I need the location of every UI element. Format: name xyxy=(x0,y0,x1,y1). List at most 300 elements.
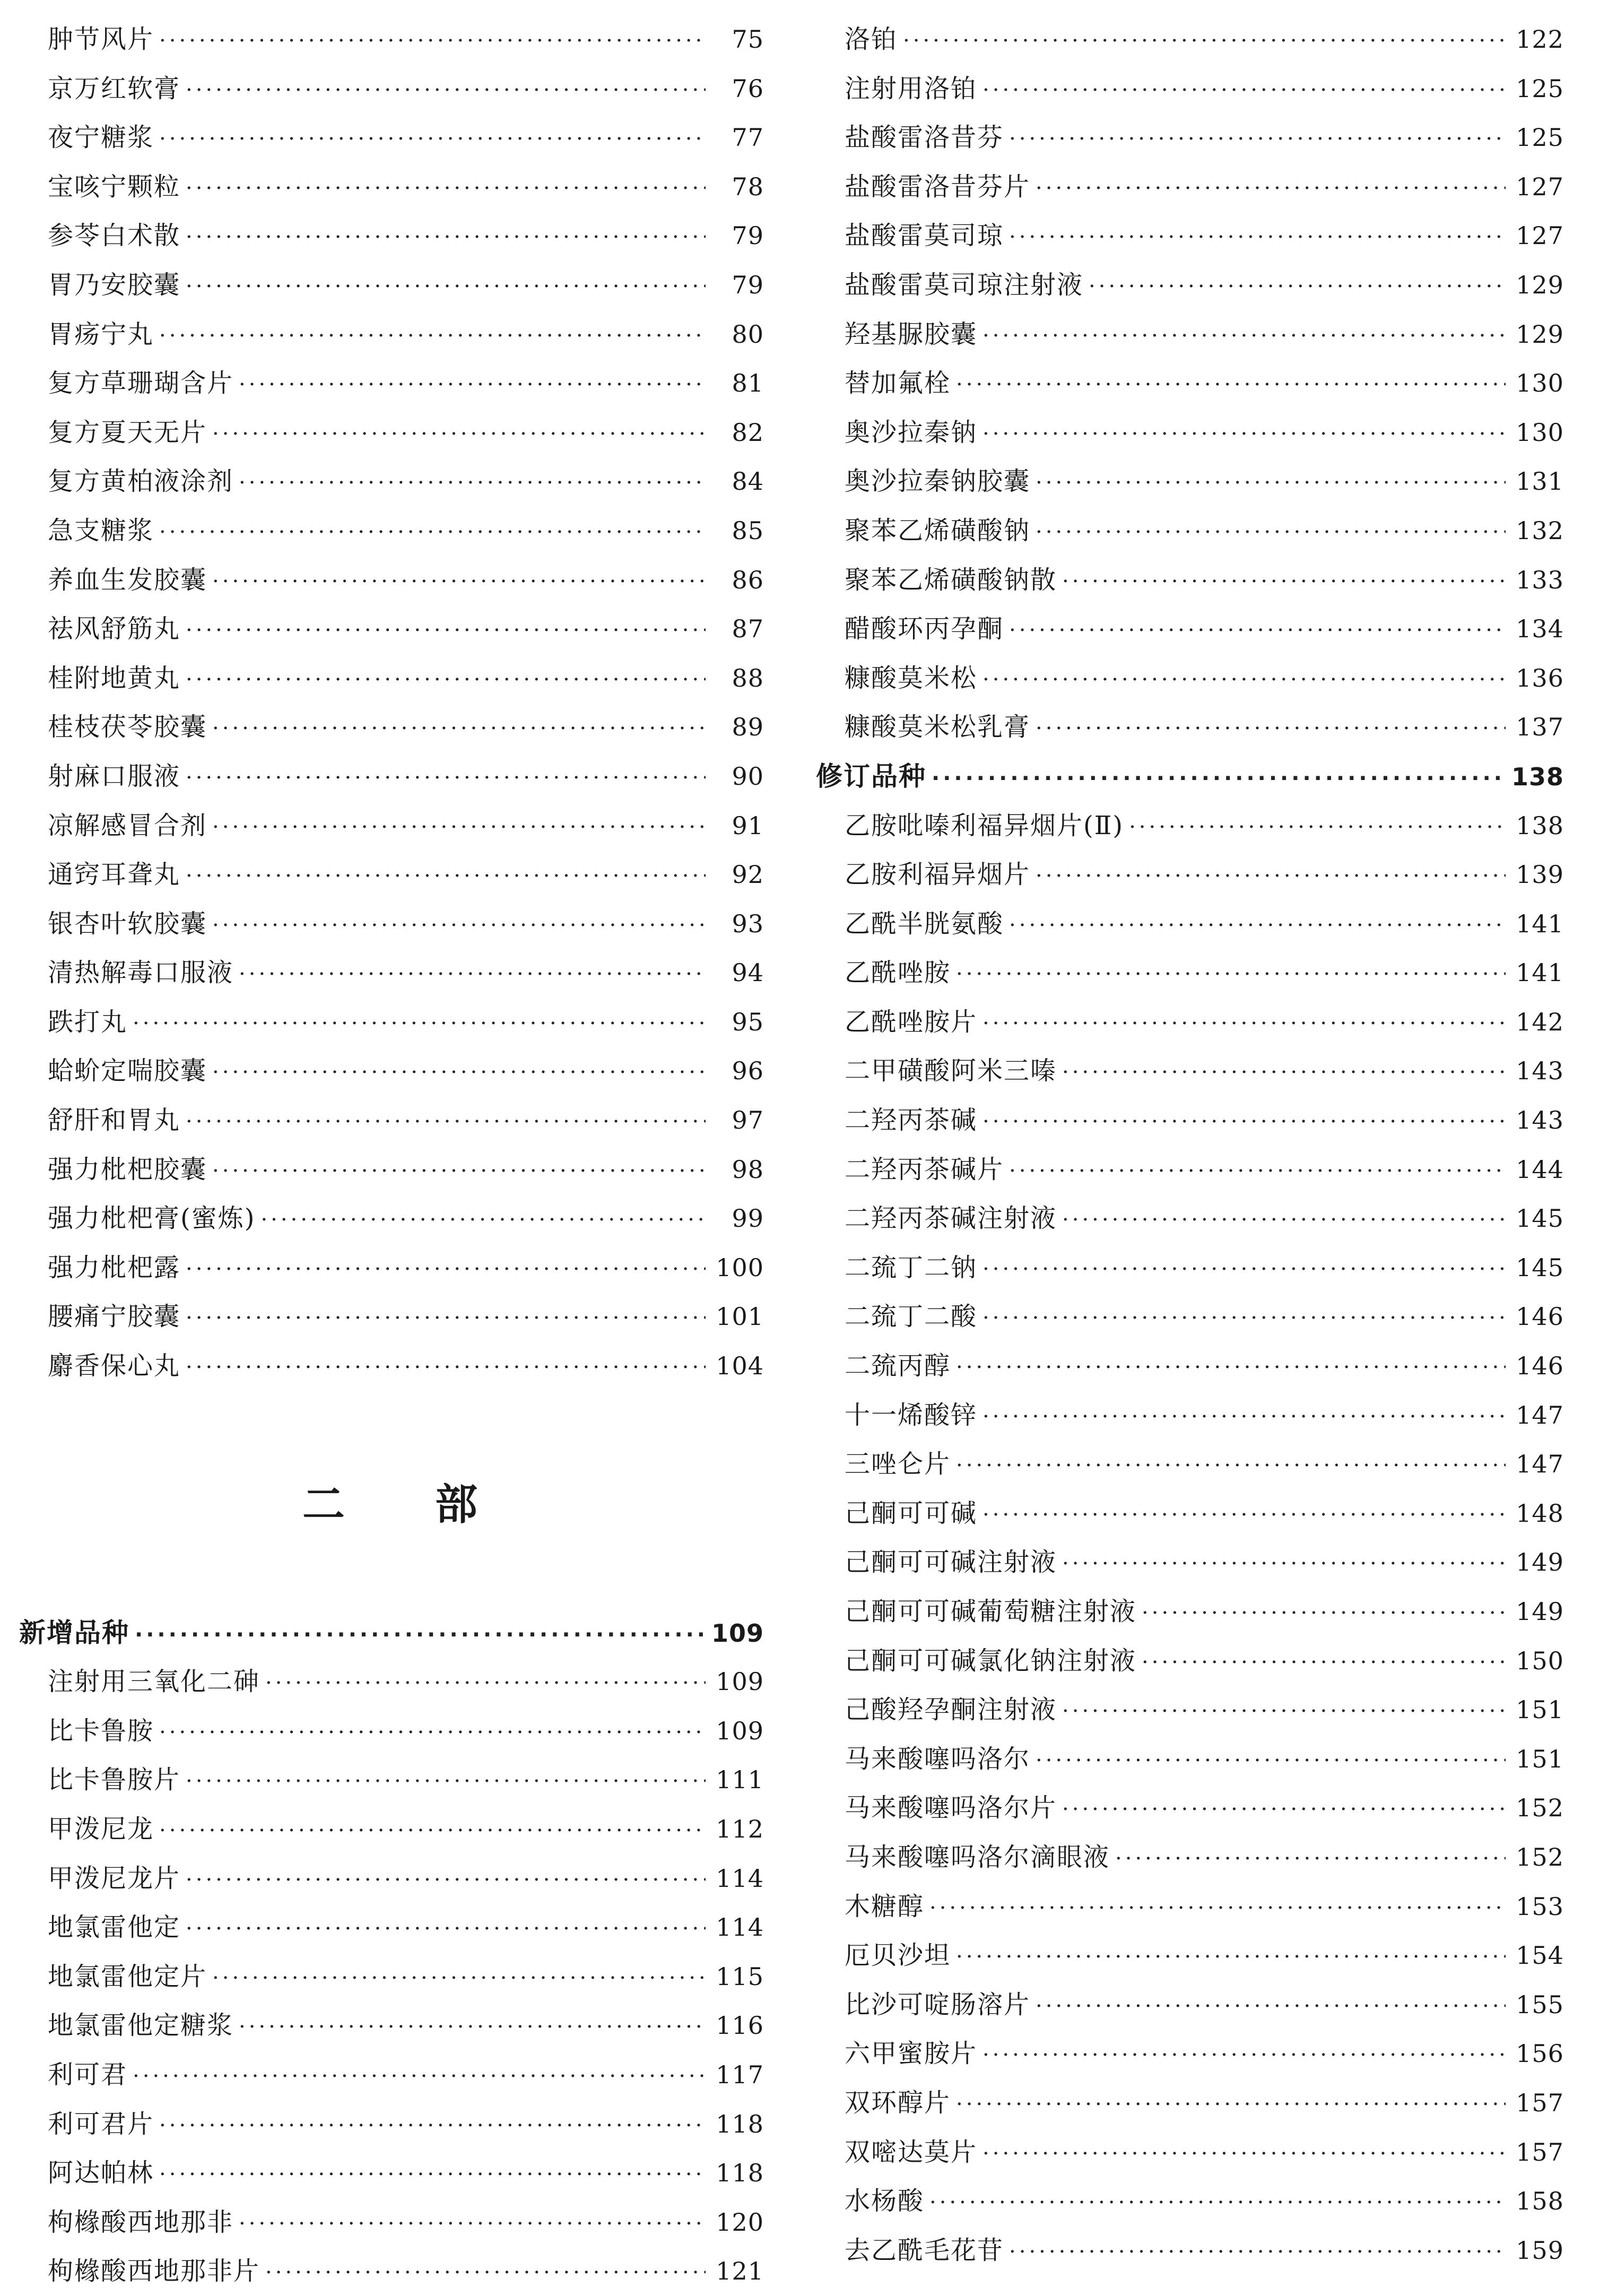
toc-entry[interactable] xyxy=(48,64,764,114)
toc-entry-name: 己酸羟孕酮注射液 xyxy=(845,1695,1057,1725)
part-title-char: 部 xyxy=(435,1479,477,1529)
section-heading-new-items[interactable] xyxy=(19,1608,764,1658)
toc-entry[interactable] xyxy=(816,408,1564,457)
toc-entry-name: 己酮可可碱 xyxy=(845,1498,978,1528)
page-number: 157 xyxy=(1516,2137,1564,2167)
dot-leader xyxy=(1009,606,1506,654)
toc-entry-name: 双环醇片 xyxy=(845,2087,951,2118)
toc-entry-name: 奥沙拉秦钠 xyxy=(845,417,978,447)
dot-leader xyxy=(159,311,706,359)
toc-entry[interactable] xyxy=(48,457,764,506)
dot-leader xyxy=(982,1491,1506,1538)
toc-entry[interactable] xyxy=(816,654,1564,703)
toc-entry-name: 聚苯乙烯磺酸钠 xyxy=(845,515,1031,545)
toc-entry-name: 洛铂 xyxy=(845,24,898,54)
toc-entry[interactable] xyxy=(48,2148,764,2198)
toc-entry-name: 强力枇杷露 xyxy=(48,1252,181,1283)
page-number: 88 xyxy=(732,663,764,692)
toc-entry[interactable] xyxy=(816,948,1564,998)
page-number: 125 xyxy=(1516,74,1564,103)
page-number: 81 xyxy=(732,369,764,398)
toc-entry[interactable] xyxy=(48,899,764,949)
dot-leader xyxy=(982,999,1506,1047)
page-number: 149 xyxy=(1516,1548,1564,1577)
dot-leader xyxy=(1036,1736,1506,1784)
toc-entry-name: 醋酸环丙孕酮 xyxy=(845,614,1004,644)
toc-entry[interactable] xyxy=(816,1538,1564,1587)
dot-leader xyxy=(982,66,1506,114)
page-number: 114 xyxy=(716,1864,764,1893)
toc-entry[interactable] xyxy=(816,162,1564,212)
page-number: 151 xyxy=(1516,1744,1564,1773)
toc-entry[interactable] xyxy=(48,703,764,752)
dot-leader xyxy=(212,1147,706,1194)
dot-leader xyxy=(1062,1048,1506,1096)
dot-leader xyxy=(982,2031,1506,2078)
toc-entry-name: 盐酸雷莫司琼注射液 xyxy=(845,270,1084,300)
toc-entry-name: 复方夏天无片 xyxy=(48,417,207,447)
toc-entry[interactable] xyxy=(48,1903,764,1952)
toc-entry-name: 桂附地黄丸 xyxy=(48,663,181,693)
dot-leader xyxy=(1062,1687,1506,1735)
toc-entry-name: 凉解感冒合剂 xyxy=(48,810,207,841)
toc-entry[interactable] xyxy=(48,1706,764,1756)
toc-entry-name: 阿达帕林 xyxy=(48,2158,154,2188)
page-number: 146 xyxy=(1516,1302,1564,1331)
toc-entry-name: 通窍耳聋丸 xyxy=(48,860,181,890)
page-number: 137 xyxy=(1516,713,1564,742)
dot-leader xyxy=(159,1708,706,1756)
toc-entry-name: 己酮可可碱注射液 xyxy=(845,1547,1057,1578)
page-number: 129 xyxy=(1516,270,1564,299)
page-number: 101 xyxy=(716,1302,764,1331)
toc-entry-name: 盐酸雷洛昔芬片 xyxy=(845,171,1031,202)
page-number: 152 xyxy=(1516,1842,1564,1872)
dot-leader xyxy=(1036,852,1506,899)
toc-entry[interactable] xyxy=(816,359,1564,408)
dot-leader xyxy=(159,1806,706,1854)
page-number: 130 xyxy=(1516,418,1564,447)
toc-entry[interactable] xyxy=(816,801,1564,851)
toc-entry[interactable] xyxy=(816,1685,1564,1735)
page-number: 133 xyxy=(1516,565,1564,594)
toc-entry[interactable] xyxy=(816,899,1564,949)
dot-leader xyxy=(186,1343,706,1391)
page-number: 112 xyxy=(716,1815,764,1843)
dot-leader xyxy=(956,1441,1506,1489)
dot-leader xyxy=(212,557,706,605)
dot-leader xyxy=(212,704,706,752)
toc-entry[interactable] xyxy=(48,2050,764,2100)
page-number: 147 xyxy=(1516,1400,1564,1429)
toc-entry[interactable] xyxy=(48,2001,764,2050)
page-number: 157 xyxy=(1516,2088,1564,2117)
part-title-char: 二 xyxy=(302,1479,345,1529)
toc-entry[interactable] xyxy=(48,1341,764,1391)
dot-leader xyxy=(956,360,1506,408)
page-number: 76 xyxy=(732,74,764,103)
page-number: 145 xyxy=(1516,1204,1564,1233)
toc-entry-name: 胃乃安胶囊 xyxy=(48,270,181,300)
page-number: 109 xyxy=(716,1667,764,1696)
toc-entry-name: 宝咳宁颗粒 xyxy=(48,171,181,202)
dot-leader xyxy=(903,16,1506,64)
dot-leader xyxy=(1062,557,1506,605)
toc-entry[interactable] xyxy=(816,1194,1564,1243)
dot-leader xyxy=(135,1610,706,1658)
toc-entry[interactable] xyxy=(48,113,764,162)
toc-entry[interactable] xyxy=(816,1833,1564,1882)
toc-list-revised-items xyxy=(816,801,1564,2275)
toc-entry[interactable] xyxy=(48,1145,764,1194)
toc-entry-name: 养血生发胶囊 xyxy=(48,565,207,595)
toc-entry-name: 十一烯酸锌 xyxy=(845,1400,978,1430)
page-number: 141 xyxy=(1516,958,1564,987)
toc-entry[interactable] xyxy=(48,506,764,556)
page-number: 96 xyxy=(732,1056,764,1086)
toc-entry-name: 二羟丙茶碱 xyxy=(845,1105,978,1136)
toc-entry[interactable] xyxy=(816,1882,1564,1931)
toc-entry[interactable] xyxy=(48,1854,764,1903)
dot-leader xyxy=(186,262,706,310)
toc-entry-name: 跌打丸 xyxy=(48,1007,128,1037)
toc-entry[interactable] xyxy=(48,998,764,1047)
toc-entry-name: 注射用三氧化二砷 xyxy=(48,1667,260,1697)
toc-entry-name: 聚苯乙烯磺酸钠散 xyxy=(845,565,1057,595)
toc-entry[interactable] xyxy=(816,1341,1564,1391)
dot-leader xyxy=(186,753,706,801)
dot-leader xyxy=(212,901,706,949)
toc-entry[interactable] xyxy=(48,15,764,64)
toc-entry[interactable] xyxy=(48,2198,764,2247)
dot-leader xyxy=(159,2101,706,2149)
toc-right-column xyxy=(816,15,1564,2275)
toc-entry[interactable] xyxy=(816,2177,1564,2226)
page-number: 117 xyxy=(716,2060,764,2089)
toc-entry[interactable] xyxy=(48,752,764,801)
toc-entry[interactable] xyxy=(816,703,1564,752)
toc-entry-name: 乙酰唑胺 xyxy=(845,958,951,988)
toc-entry[interactable] xyxy=(816,604,1564,654)
toc-entry-name: 甲泼尼龙 xyxy=(48,1814,154,1844)
toc-entry[interactable] xyxy=(48,1096,764,1145)
toc-entry-name: 强力枇杷膏(蜜炼) xyxy=(48,1203,256,1234)
toc-entry-name: 糠酸莫米松 xyxy=(845,663,978,693)
toc-entry-name: 水杨酸 xyxy=(845,2186,925,2216)
toc-entry[interactable] xyxy=(816,556,1564,605)
toc-entry[interactable] xyxy=(816,1391,1564,1440)
dot-leader xyxy=(982,410,1506,457)
toc-entry[interactable] xyxy=(816,1145,1564,1194)
toc-entry-name: 六甲蜜胺片 xyxy=(845,2039,978,2069)
page-number: 115 xyxy=(716,1962,764,1991)
page-number: 132 xyxy=(1516,516,1564,545)
toc-entry[interactable] xyxy=(816,113,1564,162)
toc-entry-name: 参苓白术散 xyxy=(48,221,181,251)
dot-leader xyxy=(1036,1982,1506,2030)
page-number: 141 xyxy=(1516,909,1564,938)
page-number: 91 xyxy=(732,811,764,840)
toc-entry[interactable] xyxy=(48,1952,764,2002)
page-number: 75 xyxy=(732,25,764,54)
toc-entry[interactable] xyxy=(48,2247,764,2296)
toc-entry[interactable] xyxy=(816,1243,1564,1293)
toc-entry[interactable] xyxy=(816,2078,1564,2128)
dot-leader xyxy=(186,66,706,114)
toc-list-new-items xyxy=(48,1657,764,2296)
toc-entry[interactable] xyxy=(816,1931,1564,1980)
part-title xyxy=(48,1391,764,1608)
toc-entry[interactable] xyxy=(816,1292,1564,1341)
toc-entry-name: 夜宁糖浆 xyxy=(48,123,154,153)
dot-leader xyxy=(982,1097,1506,1145)
section-heading-revised-items[interactable] xyxy=(816,752,1564,801)
dot-leader xyxy=(1115,1834,1506,1882)
dot-leader xyxy=(159,508,706,556)
toc-entry-name: 乙胺吡嗪利福异烟片(Ⅱ) xyxy=(845,810,1124,841)
dot-leader xyxy=(186,1294,706,1341)
toc-entry-name: 马来酸噻吗洛尔片 xyxy=(845,1793,1057,1823)
dot-leader xyxy=(982,1294,1506,1341)
toc-entry[interactable] xyxy=(48,1194,764,1243)
dot-leader xyxy=(1009,901,1506,949)
toc-entry[interactable] xyxy=(816,1735,1564,1784)
page-number: 90 xyxy=(732,761,764,791)
page-number: 129 xyxy=(1516,319,1564,349)
toc-entry[interactable] xyxy=(816,1783,1564,1833)
page-number: 155 xyxy=(1516,1990,1564,2019)
page-number: 127 xyxy=(1516,172,1564,201)
toc-entry-name: 盐酸雷洛昔芬 xyxy=(845,123,1004,153)
toc-entry-name: 肿节风片 xyxy=(48,24,154,54)
toc-entry-name: 复方黄柏液涂剂 xyxy=(48,466,234,497)
page-number: 150 xyxy=(1516,1646,1564,1675)
toc-entry-name: 己酮可可碱葡萄糖注射液 xyxy=(845,1597,1137,1626)
toc-entry-name: 地氯雷他定 xyxy=(48,1912,181,1943)
toc-entry[interactable] xyxy=(48,801,764,851)
page-number: 100 xyxy=(716,1253,764,1282)
page-number: 148 xyxy=(1516,1498,1564,1528)
toc-entry[interactable] xyxy=(48,162,764,212)
page-number: 118 xyxy=(716,2159,764,2188)
toc-entry-name: 三唑仑片 xyxy=(845,1449,951,1479)
toc-entry[interactable] xyxy=(816,211,1564,261)
page-number: 151 xyxy=(1516,1695,1564,1725)
dot-leader xyxy=(186,1904,706,1952)
dot-leader xyxy=(956,950,1506,998)
dot-leader xyxy=(212,803,706,851)
toc-entry-name: 二甲磺酸阿米三嗪 xyxy=(845,1056,1057,1086)
page-number: 78 xyxy=(732,172,764,201)
page-number: 143 xyxy=(1516,1106,1564,1135)
toc-entry[interactable] xyxy=(816,506,1564,556)
page-number: 114 xyxy=(716,1913,764,1942)
dot-leader xyxy=(186,1245,706,1293)
toc-entry-name: 胃疡宁丸 xyxy=(48,319,154,349)
toc-entry-name: 舒肝和胃丸 xyxy=(48,1105,181,1136)
toc-entry-name: 射麻口服液 xyxy=(48,761,181,791)
toc-entry[interactable] xyxy=(816,15,1564,64)
toc-entry[interactable] xyxy=(48,948,764,998)
dot-leader xyxy=(239,2199,706,2247)
toc-entry-name: 地氯雷他定片 xyxy=(48,1961,207,1991)
dot-leader xyxy=(212,410,706,457)
page-number: 120 xyxy=(716,2207,764,2237)
dot-leader xyxy=(265,2248,706,2296)
page-number: 111 xyxy=(716,1765,764,1795)
dot-leader xyxy=(1089,262,1506,310)
page-number: 152 xyxy=(1516,1794,1564,1823)
page-number: 145 xyxy=(1516,1253,1564,1282)
toc-entry-name: 注射用洛铂 xyxy=(845,73,978,103)
toc-entry-name: 急支糖浆 xyxy=(48,515,154,545)
toc-entry[interactable] xyxy=(48,1243,764,1293)
dot-leader xyxy=(186,655,706,703)
toc-entry-name: 比沙可啶肠溶片 xyxy=(845,1989,1031,2020)
dot-leader xyxy=(982,311,1506,359)
page-number: 159 xyxy=(1516,2236,1564,2265)
toc-entry[interactable] xyxy=(48,1755,764,1805)
toc-entry[interactable] xyxy=(816,310,1564,359)
dot-leader xyxy=(1062,1539,1506,1587)
page-number: 98 xyxy=(732,1155,764,1184)
toc-entry-name: 利可君片 xyxy=(48,2109,154,2139)
toc-entry[interactable] xyxy=(48,211,764,261)
dot-leader xyxy=(956,1933,1506,1980)
toc-entry[interactable] xyxy=(816,1046,1564,1096)
toc-entry[interactable] xyxy=(816,850,1564,899)
toc-entry-name: 马来酸噻吗洛尔 xyxy=(845,1744,1031,1774)
toc-entry[interactable] xyxy=(816,1096,1564,1145)
toc-entry-name: 马来酸噻吗洛尔滴眼液 xyxy=(845,1842,1110,1872)
toc-entry-name: 枸橼酸西地那非 xyxy=(48,2207,234,2237)
dot-leader xyxy=(982,1245,1506,1293)
dot-leader xyxy=(982,1392,1506,1440)
page-number: 79 xyxy=(732,270,764,299)
toc-entry[interactable] xyxy=(48,556,764,605)
toc-entry[interactable] xyxy=(48,310,764,359)
page-number: 77 xyxy=(732,123,764,152)
dot-leader xyxy=(1009,2228,1506,2275)
toc-entry-name: 利可君 xyxy=(48,2059,128,2090)
toc-entry[interactable] xyxy=(48,1046,764,1096)
toc-entry[interactable] xyxy=(48,359,764,408)
dot-leader xyxy=(159,2150,706,2198)
toc-entry-name: 去乙酰毛花苷 xyxy=(845,2235,1004,2265)
toc-entry[interactable] xyxy=(48,1292,764,1341)
toc-entry[interactable] xyxy=(816,457,1564,506)
toc-entry-name: 比卡鲁胺片 xyxy=(48,1765,181,1795)
page-number: 116 xyxy=(716,2011,764,2040)
page-number: 97 xyxy=(732,1106,764,1135)
toc-entry[interactable] xyxy=(816,1980,1564,2030)
page-number: 89 xyxy=(732,713,764,742)
page-number: 94 xyxy=(732,958,764,987)
toc-entry[interactable] xyxy=(816,261,1564,310)
page-number: 131 xyxy=(1516,467,1564,496)
dot-leader xyxy=(212,1954,706,2002)
toc-entry[interactable] xyxy=(816,2029,1564,2078)
page-number: 130 xyxy=(1516,369,1564,398)
toc-entry[interactable] xyxy=(816,64,1564,114)
dot-leader xyxy=(1036,508,1506,556)
toc-entry-name: 双嘧达莫片 xyxy=(845,2137,978,2167)
toc-entry[interactable] xyxy=(48,654,764,703)
toc-entry[interactable] xyxy=(816,1587,1564,1636)
toc-entry[interactable] xyxy=(48,2100,764,2149)
dot-leader xyxy=(1062,1785,1506,1833)
page-number: 142 xyxy=(1516,1007,1564,1036)
toc-entry[interactable] xyxy=(48,604,764,654)
dot-leader xyxy=(159,115,706,162)
toc-entry[interactable] xyxy=(816,1440,1564,1489)
toc-entry-name: 银杏叶软胶囊 xyxy=(48,908,207,939)
page-number: 80 xyxy=(732,319,764,349)
page-number: 146 xyxy=(1516,1351,1564,1381)
toc-entry[interactable] xyxy=(816,2226,1564,2275)
toc-entry[interactable] xyxy=(48,261,764,310)
page-number: 95 xyxy=(732,1007,764,1036)
page-number: 156 xyxy=(1516,2039,1564,2068)
toc-entry-name: 乙酰半胱氨酸 xyxy=(845,908,1004,939)
toc-entry[interactable] xyxy=(48,408,764,457)
page-number: 121 xyxy=(716,2257,764,2286)
dot-leader xyxy=(956,1343,1506,1391)
toc-entry-name: 强力枇杷胶囊 xyxy=(48,1154,207,1184)
page-number: 86 xyxy=(732,565,764,594)
dot-leader xyxy=(186,852,706,899)
toc-left-column xyxy=(19,15,764,2296)
page-number: 109 xyxy=(716,1716,764,1745)
toc-entry-name: 厄贝沙坦 xyxy=(845,1940,951,1971)
toc-entry-name: 乙酰唑胺片 xyxy=(845,1007,978,1037)
toc-entry[interactable] xyxy=(816,1489,1564,1538)
toc-entry-name: 盐酸雷莫司琼 xyxy=(845,221,1004,251)
page-number: 93 xyxy=(732,909,764,938)
toc-entry-name: 清热解毒口服液 xyxy=(48,958,234,988)
toc-entry-name: 京万红软膏 xyxy=(48,73,181,103)
toc-entry[interactable] xyxy=(48,1657,764,1706)
toc-entry-name: 复方草珊瑚含片 xyxy=(48,368,234,398)
dot-leader xyxy=(212,1048,706,1096)
dot-leader xyxy=(133,999,706,1047)
dot-leader xyxy=(186,213,706,261)
dot-leader xyxy=(932,754,1506,801)
toc-entry[interactable] xyxy=(48,1805,764,1854)
toc-entry[interactable] xyxy=(816,1636,1564,1686)
dot-leader xyxy=(1009,1147,1506,1194)
page-number: 138 xyxy=(1511,762,1564,791)
dot-leader xyxy=(186,164,706,212)
dot-leader xyxy=(1062,1195,1506,1243)
dot-leader xyxy=(239,950,706,998)
dot-leader xyxy=(159,16,706,64)
toc-entry[interactable] xyxy=(816,998,1564,1047)
page-number: 134 xyxy=(1516,614,1564,644)
toc-entry-name: 腰痛宁胶囊 xyxy=(48,1302,181,1332)
page-number: 99 xyxy=(732,1204,764,1233)
toc-entry[interactable] xyxy=(48,850,764,899)
page-number: 147 xyxy=(1516,1450,1564,1479)
toc-entry-name: 麝香保心丸 xyxy=(48,1351,181,1381)
toc-entry-name: 甲泼尼龙片 xyxy=(48,1863,181,1893)
dot-leader xyxy=(133,2052,706,2100)
dot-leader xyxy=(239,360,706,408)
toc-entry[interactable] xyxy=(816,2128,1564,2177)
page-number: 149 xyxy=(1516,1597,1564,1626)
toc-entry-name: 蛤蚧定喘胶囊 xyxy=(48,1056,207,1086)
toc-entry-name: 二巯丁二酸 xyxy=(845,1302,978,1332)
